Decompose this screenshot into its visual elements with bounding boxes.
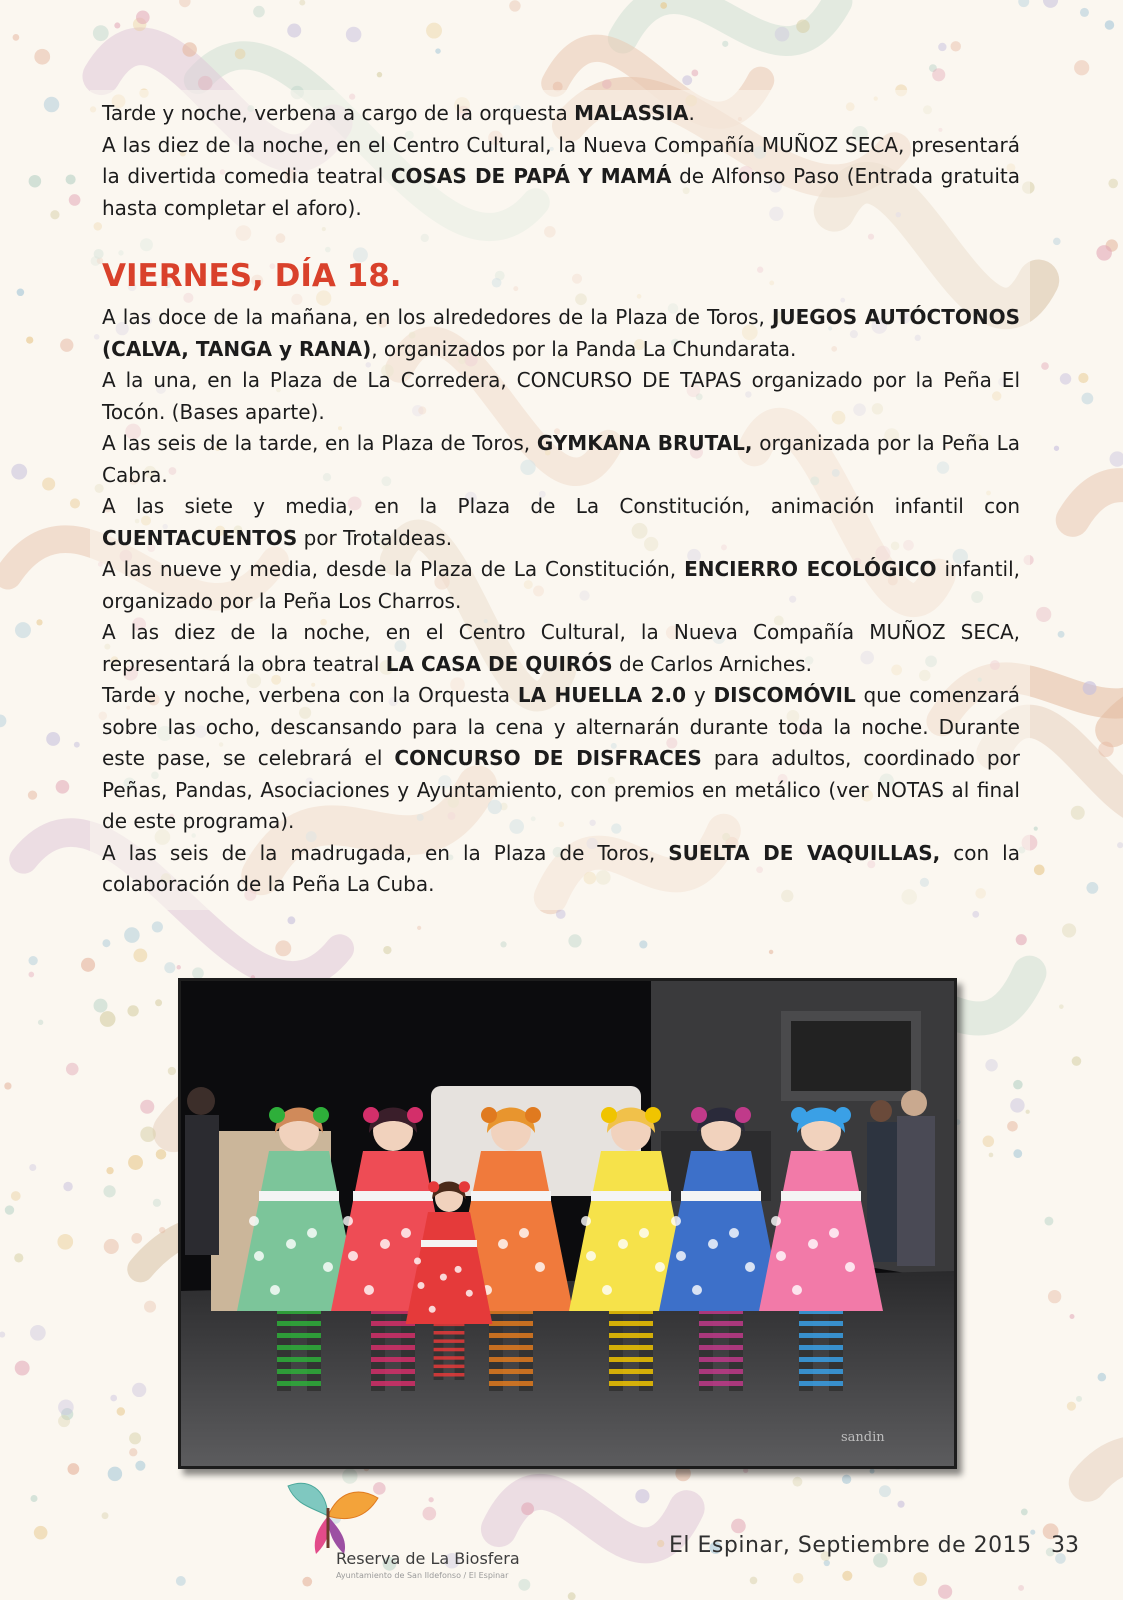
confetti-dot — [140, 1100, 154, 1114]
confetti-dot — [66, 1063, 79, 1076]
confetti-dot — [1074, 60, 1089, 75]
confetti-dot — [1071, 806, 1085, 820]
confetti-dot — [198, 76, 213, 91]
confetti-dot — [63, 1182, 72, 1191]
confetti-dot — [842, 1571, 852, 1581]
confetti-dot — [299, 0, 305, 6]
confetti-dot — [1026, 1110, 1030, 1114]
confetti-dot — [127, 1005, 138, 1016]
confetti-dot — [989, 1153, 994, 1158]
confetti-dot — [34, 49, 50, 65]
confetti-dot — [639, 940, 647, 948]
confetti-dot — [11, 1191, 21, 1201]
confetti-dot — [0, 1331, 5, 1337]
confetti-dot — [31, 1495, 38, 1502]
confetti-dot — [28, 790, 37, 799]
confetti-dot — [108, 1467, 122, 1481]
ribbon-streamer — [1087, 1454, 1123, 1575]
confetti-dot — [152, 921, 163, 932]
confetti-dot — [1080, 8, 1089, 17]
confetti-dot — [951, 41, 961, 51]
confetti-dot — [17, 289, 25, 297]
page-number: 33 — [1051, 1533, 1079, 1558]
confetti-dot — [1098, 1373, 1107, 1382]
confetti-dot — [28, 972, 34, 978]
confetti-dot — [106, 1167, 113, 1174]
confetti-dot — [114, 22, 120, 28]
confetti-dot — [731, 1519, 746, 1534]
confetti-dot — [983, 1136, 995, 1148]
confetti-dot — [657, 1540, 664, 1547]
confetti-dot — [1117, 842, 1123, 848]
bold-highlight: CONCURSO DE DISFRACES — [394, 746, 702, 770]
confetti-dot — [81, 958, 95, 972]
confetti-dot — [140, 1127, 156, 1143]
confetti-dot — [0, 715, 6, 728]
confetti-dot — [1041, 362, 1049, 370]
confetti-dot — [103, 1185, 115, 1197]
event-item: Tarde y noche, verbena con la Orquesta LA HUELLA 2.0 y DISCOMÓVIL que comenzará sobre las ocho, descansando para la cena y alternarán durante toda la noche. Durante este pase, se celebrará el CONCURSO DE DISFRACES para adultos, coordinado por Peñas, Pandas, Asociaciones y Ayuntamiento, con premios en metálico (ver NOTAS al final de este programa). — [102, 683, 1020, 833]
confetti-dot — [1007, 1121, 1018, 1132]
confetti-dot — [29, 1164, 36, 1171]
event-item: A las seis de la tarde, en la Plaza de Toros, GYMKANA BRUTAL, organizada por la Peña La Cabra. — [102, 431, 1021, 487]
confetti-dot — [1096, 245, 1112, 261]
confetti-dot — [132, 1383, 146, 1397]
confetti-dot — [722, 41, 728, 47]
confetti-dot — [1016, 934, 1027, 945]
confetti-dot — [1013, 1149, 1022, 1158]
confetti-dot — [660, 2, 667, 9]
confetti-dot — [153, 1199, 161, 1207]
confetti-dot — [1086, 882, 1098, 894]
confetti-dot — [1034, 827, 1038, 831]
confetti-dot — [94, 999, 108, 1013]
confetti-dot — [556, 909, 566, 919]
intro-paragraph-2: A las diez de la noche, en el Centro Cultural, la Nueva Compañía MUÑOZ SECA, presentará la divertida comedia teatral COSAS DE PAPÁ Y MAMÁ de Alfonso Paso (Entrada gratuita hasta completar el aforo). — [102, 132, 1020, 220]
confetti-dot — [168, 1067, 176, 1075]
confetti-dot — [287, 24, 301, 38]
confetti-dot — [129, 1432, 141, 1444]
confetti-dot — [1070, 1314, 1075, 1319]
confetti-dot — [750, 1577, 758, 1585]
confetti-dot — [30, 1325, 46, 1341]
confetti-dot — [36, 619, 42, 625]
confetti-dot — [870, 1469, 875, 1474]
confetti-dot — [68, 1463, 80, 1475]
confetti-dot — [275, 940, 291, 956]
confetti-dot — [1045, 1217, 1054, 1226]
confetti-dot — [346, 27, 362, 43]
confetti-dot — [1054, 446, 1059, 451]
confetti-dot — [46, 732, 60, 746]
confetti-dot — [1098, 742, 1113, 757]
confetti-dot — [938, 1585, 952, 1599]
confetti-dot — [66, 174, 76, 184]
confetti-dot — [1036, 607, 1051, 622]
bold-highlight: GYMKANA BRUTAL, — [536, 431, 753, 455]
confetti-dot — [769, 950, 774, 955]
confetti-dot — [135, 1461, 145, 1471]
footer-caption: El Espinar, Septiembre de 2015 — [669, 1533, 1032, 1558]
confetti-dot — [568, 934, 581, 947]
ribbon-streamer — [1073, 485, 1123, 553]
confetti-dot — [93, 25, 109, 41]
confetti-dot — [793, 1573, 804, 1584]
confetti-dot — [44, 97, 59, 112]
confetti-dot — [842, 1475, 851, 1484]
confetti-dot — [879, 1485, 891, 1497]
confetti-dot — [34, 1526, 48, 1540]
bold-highlight: LA HUELLA 2.0 — [517, 683, 686, 707]
confetti-dot — [691, 70, 698, 77]
confetti-dot — [131, 1233, 142, 1244]
confetti-dot — [426, 23, 442, 39]
confetti-dot — [1018, 0, 1029, 7]
confetti-dot — [110, 1395, 117, 1402]
butterfly-icon — [278, 1478, 388, 1558]
events-list — [102, 302, 1020, 901]
confetti-dot — [176, 1576, 186, 1586]
confetti-dot — [102, 1512, 109, 1519]
confetti-dot — [159, 1227, 165, 1233]
confetti-dot — [1058, 631, 1065, 638]
confetti-dot — [913, 1572, 927, 1586]
confetti-dot — [985, 1059, 997, 1071]
confetti-dot — [500, 941, 506, 947]
confetti-dot — [4, 1082, 11, 1089]
confetti-dot — [13, 34, 20, 41]
confetti-dot — [5, 1205, 14, 1214]
confetti-dot — [938, 43, 946, 51]
confetti-dot — [1043, 0, 1058, 8]
confetti-dot — [1021, 1509, 1028, 1516]
confetti-dot — [15, 622, 31, 638]
confetti-dot — [177, 965, 181, 969]
confetti-dot — [144, 1301, 156, 1313]
confetti-dot — [1076, 1396, 1082, 1402]
confetti-dot — [164, 962, 175, 973]
confetti-dot — [26, 336, 33, 343]
confetti-dot — [897, 1501, 904, 1508]
bold-highlight: SUELTA DE VAQUILLAS, — [668, 840, 941, 865]
confetti-dot — [155, 999, 162, 1006]
confetti-dot — [1062, 923, 1076, 937]
confetti-dot — [156, 1149, 167, 1160]
logo-subtitle: Ayuntamiento de San Ildefonso / El Espinar — [336, 1571, 509, 1580]
bold-highlight: MALASSIA — [574, 101, 689, 125]
confetti-dot — [56, 780, 70, 794]
confetti-dot — [796, 19, 810, 33]
confetti-dot — [102, 939, 110, 947]
confetti-dot — [70, 498, 80, 508]
confetti-dot — [1078, 373, 1088, 383]
bold-highlight: JUEGOS AUTÓCTONOS (CALVA, TANGA y RANA) — [102, 305, 1021, 361]
confetti-dot — [635, 1489, 649, 1503]
confetti-dot — [253, 6, 265, 18]
bold-highlight: LA CASA DE QUIRÓS — [385, 651, 613, 676]
confetti-dot — [1013, 1080, 1023, 1090]
confetti-dot — [11, 464, 27, 480]
confetti-dot — [602, 79, 612, 89]
confetti-dot — [28, 956, 37, 965]
confetti-dot — [1083, 681, 1097, 695]
biosphere-reserve-logo — [278, 1478, 548, 1588]
event-item: A las seis de la madrugada, en la Plaza de Toros, SUELTA DE VAQUILLAS, con la colaboración de la Peña La Cuba. — [102, 840, 1020, 896]
confetti-dot — [182, 42, 197, 57]
confetti-dot — [38, 1020, 43, 1025]
confetti-dot — [100, 1011, 116, 1027]
confetti-dot — [1048, 1290, 1061, 1303]
photo-credit: sandin — [841, 1430, 885, 1445]
confetti-dot — [58, 1415, 70, 1427]
costume-parade-photo — [178, 978, 957, 1469]
confetti-dot — [179, 0, 190, 7]
bold-highlight: CUENTACUENTOS — [102, 525, 298, 550]
bold-highlight: DISCOMÓVIL — [713, 683, 856, 707]
confetti-dot — [793, 1477, 803, 1487]
confetti-dot — [133, 948, 147, 962]
confetti-dot — [69, 194, 81, 206]
confetti-dot — [14, 1253, 23, 1262]
confetti-dot — [57, 1234, 73, 1250]
confetti-dot — [60, 339, 73, 352]
confetti-dot — [1059, 1004, 1064, 1009]
confetti-dot — [1105, 20, 1115, 30]
confetti-dot — [29, 175, 42, 188]
logo-title: Reserva de La Biosfera — [336, 1549, 520, 1568]
event-item: A las siete y media, en la Plaza de La Constitución, animación infantil con CUENTACUENTOS por Trotaldeas. — [102, 494, 1020, 550]
confetti-dot — [383, 946, 391, 954]
confetti-dot — [509, 0, 520, 11]
bold-highlight: COSAS DE PAPÁ Y MAMÁ — [390, 164, 672, 188]
confetti-dot — [682, 75, 692, 85]
confetti-dot — [15, 1361, 30, 1376]
event-item: A las doce de la mañana, en los alrededores de la Plaza de Toros, JUEGOS AUTÓCTONOS (CALVA, TANGA y RANA), organizados por la Panda La Chundarata. — [102, 305, 1021, 361]
confetti-dot — [568, 1592, 576, 1600]
confetti-dot — [136, 10, 150, 24]
confetti-dot — [124, 927, 140, 943]
confetti-dot — [1072, 1056, 1082, 1066]
bold-highlight: ENCIERRO ECOLÓGICO — [684, 557, 937, 581]
confetti-dot — [1060, 373, 1071, 384]
confetti-dot — [1010, 1098, 1024, 1112]
confetti-dot — [932, 68, 945, 81]
confetti-dot — [1108, 179, 1118, 189]
confetti-dot — [42, 477, 55, 490]
confetti-dot — [435, 48, 441, 54]
confetti-dot — [377, 72, 382, 77]
event-item: A las diez de la noche, en el Centro Cultural, la Nueva Compañía MUÑOZ SECA, representará la obra teatral LA CASA DE QUIRÓS de Carlos Arniches. — [102, 620, 1020, 676]
confetti-dot — [1067, 1402, 1076, 1411]
event-item: A las nueve y media, desde la Plaza de La Constitución, ENCIERRO ECOLÓGICO infantil, organizado por la Peña Los Charros. — [102, 557, 1021, 613]
confetti-dot — [1081, 393, 1093, 405]
confetti-dot — [50, 210, 59, 219]
confetti-dot — [74, 742, 80, 748]
day-heading: VIERNES, DÍA 18. — [102, 258, 402, 294]
confetti-dot — [287, 916, 295, 924]
photo-image — [181, 981, 954, 1466]
confetti-dot — [1053, 238, 1061, 246]
confetti-dot — [129, 1448, 137, 1456]
confetti-dot — [58, 1399, 74, 1415]
confetti-dot — [128, 1155, 143, 1170]
confetti-dot — [972, 911, 979, 918]
intro-paragraph-1: Tarde y noche, verbena a cargo de la orquesta MALASSIA. — [102, 101, 695, 125]
program-content — [102, 98, 1020, 901]
confetti-dot — [235, 49, 246, 60]
confetti-dot — [1034, 864, 1045, 875]
confetti-dot — [1018, 1585, 1024, 1591]
confetti-dot — [417, 926, 421, 930]
event-item: A la una, en la Plaza de La Corredera, CONCURSO DE TAPAS organizado por la Peña El Tocón. (Bases aparte). — [102, 368, 1020, 424]
confetti-dot — [1110, 451, 1123, 466]
confetti-dot — [775, 27, 790, 42]
confetti-dot — [117, 1407, 125, 1415]
confetti-dot — [104, 1239, 119, 1254]
